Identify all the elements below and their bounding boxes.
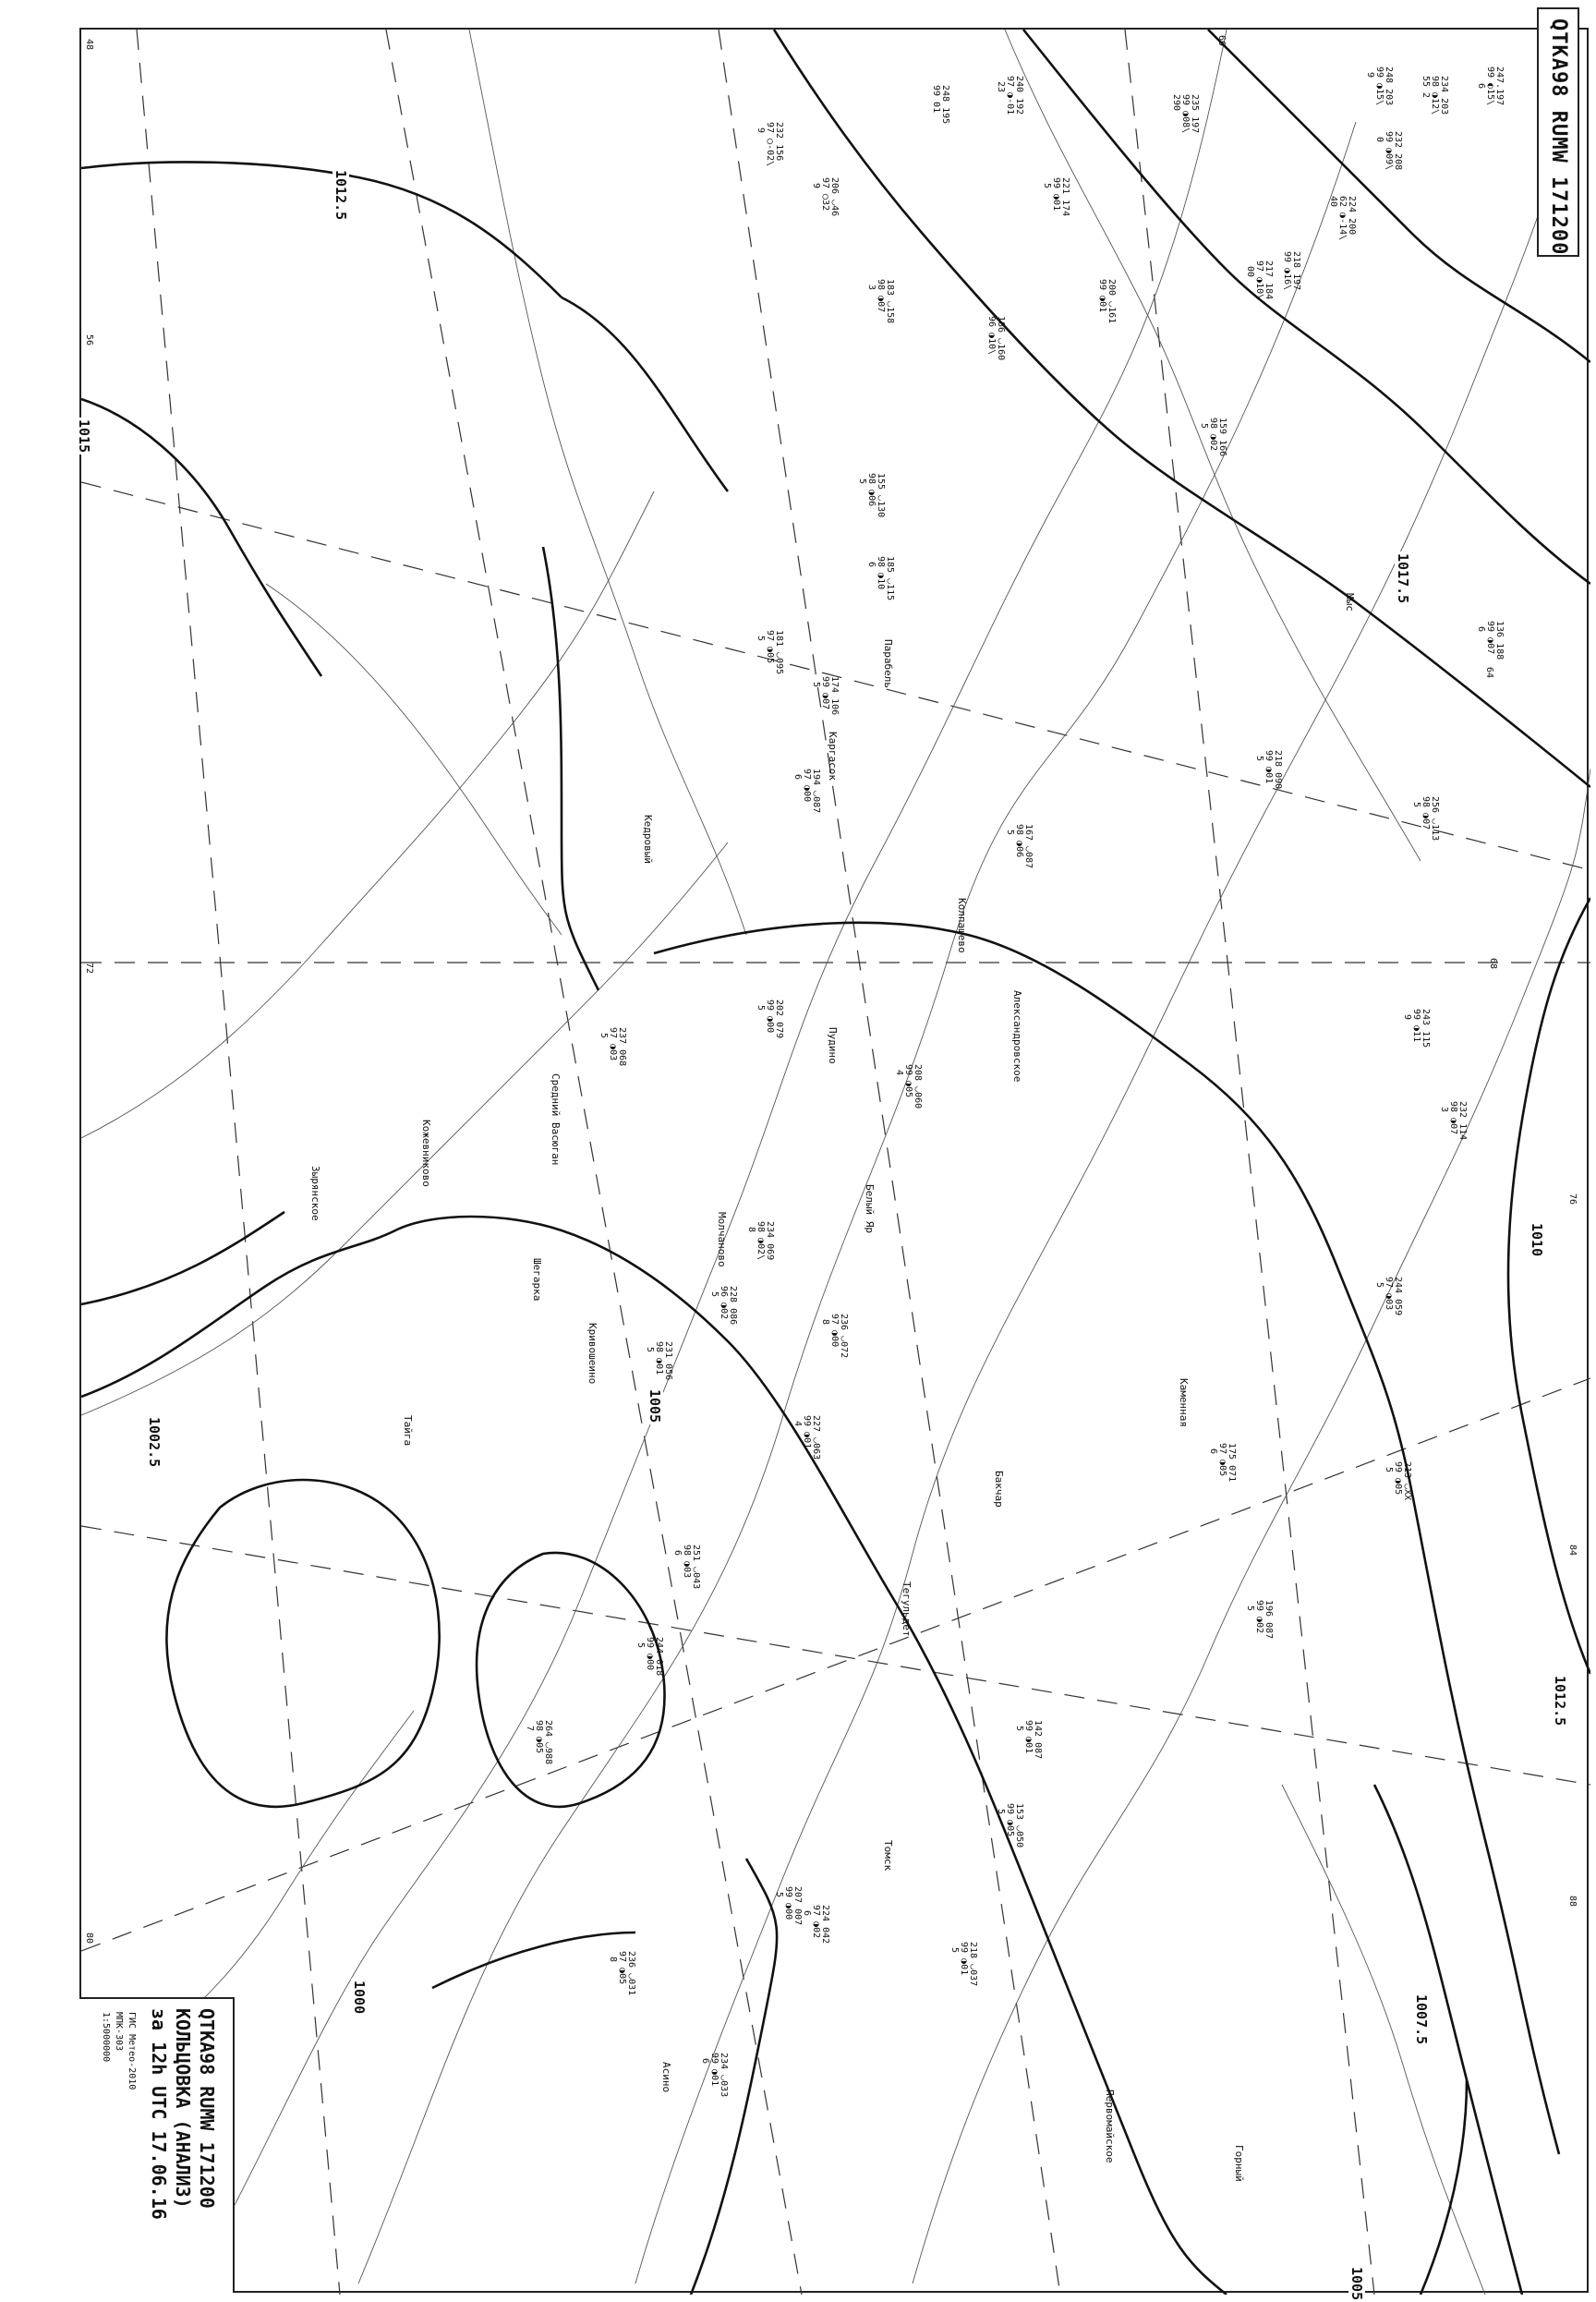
- station-plot: 185 ◡115 98 ◑10 6: [866, 556, 895, 601]
- edge-number: 76: [1567, 1193, 1578, 1206]
- isobar-label: 1000: [351, 1981, 368, 2015]
- city-label: Кедровый: [642, 815, 654, 864]
- station-plot: 208 ◡060 99 ◑05 4: [894, 1064, 923, 1109]
- isobar-label: 1015: [76, 419, 92, 454]
- city-label: Бакчар: [993, 1471, 1005, 1508]
- station-plot: 159 166 98 ◑02 5: [1199, 418, 1227, 457]
- city-label: Белый Яр: [864, 1184, 876, 1233]
- station-plot: 181 ◡095 97 ◑05 5: [756, 630, 784, 675]
- station-plot: 186 ◡160 96 ◑10\: [986, 316, 1006, 361]
- isobar-label: 1005: [647, 1389, 663, 1424]
- map-code-title: QTKA98 RUMW 171200: [1547, 18, 1570, 256]
- map-code-title: QTKA98 RUMW 171200: [196, 2008, 218, 2209]
- isobar-label: 1010: [1529, 1223, 1545, 1257]
- station-plot: 218 197 99 ◑16\: [1282, 251, 1301, 291]
- city-label: Средний Васюган: [550, 1073, 562, 1166]
- city-label: Первомайское: [1104, 2090, 1116, 2163]
- station-plot: 248 203 99 ◑15\ 9: [1365, 67, 1394, 106]
- city-label: Александровское: [1011, 990, 1023, 1083]
- map-type-title: КОЛЬЦОВКА (АНАЛИЗ): [172, 2008, 194, 2209]
- station-plot: 227 ◡063 99 ◑01 4: [792, 1415, 821, 1460]
- city-label: Мыс: [1344, 593, 1356, 612]
- city-label: Асино: [660, 2062, 672, 2093]
- station-plot: 236 ◡072 97 ◑00 8: [820, 1314, 849, 1359]
- software-label: ГИС Метео-2010: [127, 2012, 137, 2090]
- isobar-label: 1002.5: [146, 1417, 163, 1468]
- city-label: Тегульдет: [901, 1581, 913, 1637]
- station-plot: 136 188 99 ◑07 6: [1476, 621, 1505, 660]
- map-header-top: [1537, 7, 1579, 257]
- edge-number: 56: [84, 334, 94, 346]
- station-plot: 202 079 99 ◑00 5: [756, 1000, 784, 1039]
- station-plot: 244 018 99 ◑00 5: [635, 1637, 664, 1677]
- station-plot: 207 007 99 ◑00 5: [774, 1886, 803, 1926]
- station-plot: 217 184 97 ◑10\ 00: [1245, 260, 1274, 300]
- station-plot: 228 086 96 ◑02 5: [709, 1286, 738, 1326]
- edge-number: 88: [1567, 1896, 1578, 1908]
- projection-label: МПК-303: [114, 2012, 124, 2052]
- city-label: Кожевниково: [420, 1120, 432, 1187]
- edge-number: 64: [1484, 667, 1494, 679]
- station-plot: 213 ◡XX 99 ◑05 5: [1384, 1461, 1412, 1501]
- station-plot: 200 ◡161 99 ◑01: [1097, 279, 1117, 324]
- graticule: [81, 30, 1590, 2295]
- station-plot: 231 056 98 ◑01 5: [645, 1341, 673, 1381]
- station-plot: 248 195 99 01: [931, 85, 950, 125]
- map-time-title: за 12h UTC 17.06.16: [148, 2008, 170, 2220]
- station-plot: 232 156 97 ◯-02\ 9: [756, 122, 784, 167]
- city-label: Кривошеино: [586, 1323, 598, 1385]
- station-plot: 234 203 98 ◑12\ 55 2: [1421, 76, 1449, 115]
- isobar-label: 1005: [1348, 2267, 1365, 2301]
- station-plot: 224 200 62 ◑-14\ 40: [1328, 196, 1357, 241]
- station-plot: 153 ◡050 99 ◑05 5: [996, 1803, 1024, 1848]
- city-label: Пудино: [827, 1027, 839, 1064]
- isobar-label: 1012.5: [332, 170, 349, 221]
- city-label: Горный: [1233, 2145, 1245, 2182]
- station-plot: 234 ◡033 99 ◑01 6: [700, 2053, 729, 2098]
- station-plot: 251 ◡043 98 ◑03 6: [672, 1545, 701, 1590]
- station-plot: 235 197 99 ◑08\ 290: [1171, 94, 1200, 134]
- station-plot: 183 ◡158 98 ◑07 3: [866, 279, 895, 324]
- station-plot: 247.197 99 ◐15\ 6: [1476, 67, 1505, 106]
- edge-number: 84: [1567, 1545, 1578, 1557]
- station-plot: 236 ◡031 97 ◑05 8: [608, 1951, 636, 1996]
- isobar-label: 1007.5: [1413, 1994, 1430, 2045]
- station-plot: 243 115 99 ◑11 9: [1402, 1009, 1431, 1048]
- station-plot: 264 ◡988 98 ◑05 7: [525, 1720, 553, 1765]
- city-label: Тайга: [402, 1415, 414, 1447]
- station-plot: 167 ◡087 98 ◑06 5: [1005, 824, 1034, 869]
- station-plot: 232 208 99 ◑09\ 0: [1374, 131, 1403, 171]
- station-plot: 174 106 99 ◑07 5: [811, 676, 840, 716]
- edge-number: 48: [84, 39, 94, 51]
- station-plot: 194 ◡087 97 ◑00 6: [792, 769, 821, 814]
- isobar-label: 1012.5: [1552, 1676, 1568, 1726]
- map-canvas: [81, 30, 1590, 2295]
- station-plot: 142 087 99 ◑01 5: [1014, 1720, 1043, 1760]
- map-legend-box: [79, 1997, 235, 2293]
- station-plot: 240 192 97 ◑-01 23: [996, 76, 1024, 115]
- station-plot: 256 ◡113 98 ◑07 5: [1411, 796, 1440, 842]
- station-plot: 244 059 97 ◑03 5: [1374, 1277, 1403, 1316]
- station-plot: 218 ◡037 99 ◑01 5: [949, 1942, 978, 1987]
- station-plot: 218 090 99 ◑01 5: [1254, 750, 1283, 790]
- station-plot: 196 087 99 ◑02 5: [1245, 1600, 1274, 1640]
- edge-number: 60: [1216, 35, 1227, 47]
- city-label: Шегарка: [531, 1258, 543, 1302]
- station-plot: 234 069 98 ◑02\ 8: [746, 1221, 775, 1261]
- rivers: [81, 30, 1590, 2295]
- city-label: Парабель: [882, 639, 894, 688]
- station-plot: 221 174 99 ◑01 5: [1042, 177, 1070, 217]
- city-label: Томск: [882, 1840, 894, 1872]
- city-label: Молчаново: [716, 1212, 728, 1267]
- station-plot: 206 ◡46 97 ◯32 9: [811, 177, 840, 217]
- city-label: Каргасок: [827, 732, 839, 781]
- isobars: [81, 30, 1590, 2295]
- scale-label: 1:5000000: [101, 2012, 111, 2063]
- synoptic-map: [76, 28, 1589, 2301]
- station-plot: 232 114 98 ◑07 3: [1439, 1101, 1468, 1141]
- city-label: Каменная: [1178, 1378, 1190, 1427]
- edge-number: 72: [84, 963, 94, 975]
- station-plot: 175 071 97 ◑05 6: [1208, 1443, 1237, 1483]
- edge-number: 80: [84, 1932, 94, 1945]
- station-plot: 155 ◡130 98 ◑06 5: [857, 473, 886, 518]
- station-plot: 224 042 97 ◑02 6: [802, 1905, 830, 1945]
- isobar-label: 1017.5: [1395, 553, 1411, 604]
- edge-number: 68: [1488, 958, 1498, 970]
- city-label: Колпашево: [956, 898, 968, 953]
- station-plot: 237 068 97 ◑03 5: [598, 1027, 627, 1067]
- city-label: Зырянское: [309, 1166, 321, 1221]
